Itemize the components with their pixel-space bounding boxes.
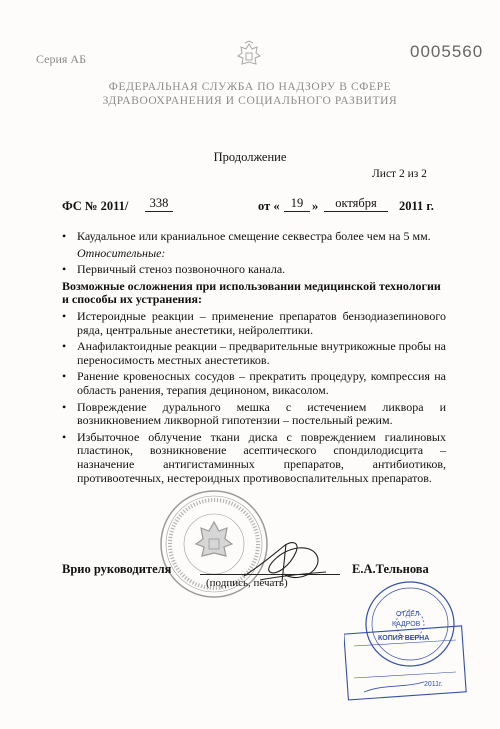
stamp-kadrov: КАДРОВ [392, 621, 421, 628]
stamp-dept: ОТДЕЛ [396, 611, 420, 618]
signatory-role: Врио руководителя [62, 562, 172, 576]
list-item: • Анафилактоидные реакции – предварительные внутрикожные пробы на переносимость местных анестетиков. [62, 339, 446, 367]
signature-line [200, 574, 340, 575]
date-year: 2011 г. [399, 199, 434, 213]
fs-number: 338 [145, 196, 173, 212]
fs-prefix: ФС № 2011/ [62, 199, 129, 213]
date-day: 19 [284, 196, 310, 212]
relative-label: Относительные: [77, 245, 166, 260]
complications-heading: Возможные осложнения при использовании медицинской технологии и способы их устранения: [62, 278, 441, 307]
day-close: » [312, 199, 319, 213]
list-item: • Первичный стеноз позвоночного канала. [62, 262, 286, 277]
list-item: • Каудальное или краниальное смещение секвестра более чем на 5 мм. [62, 229, 431, 243]
date-month: октября [324, 196, 388, 212]
agency-header [60, 80, 440, 108]
series-label: Серия АБ [36, 52, 86, 66]
agency-line-2: ЗДРАВООХРАНЕНИЯ И СОЦИАЛЬНОГО РАЗВИТИЯ [102, 95, 398, 107]
list-item: • Избыточное облучение ткани диска с повреждением гиалиновых пластинок, возникновение асептического спондилодисцита – назначение антигистаминных препаратов, антибиотиков, противоотечных, нестероидных противовоспалительных препаратов. [62, 429, 446, 485]
from-label: от « [258, 199, 280, 213]
list-item: • Истероидные реакции – применение препаратов бензодиазепинового ряда, центральные анестетики, нейролептики. [62, 308, 446, 337]
coat-of-arms-icon [232, 40, 266, 74]
sheet-counter: Лист 2 из 2 [372, 168, 427, 180]
list-item: • Повреждение дурального мешка с истечением ликвора и возникновением ликворной гипотензии – постельный режим. [62, 399, 446, 428]
document-body [62, 230, 446, 488]
agency-line-1: ФЕДЕРАЛЬНАЯ СЛУЖБА ПО НАДЗОРУ В СФЕРЕ [108, 81, 392, 93]
signature-caption: (подпись, печать) [206, 577, 288, 589]
signatory-name: Е.А.Тельнова [352, 562, 429, 576]
form-number: 0005560 [410, 42, 484, 61]
fs-number-line [62, 196, 442, 216]
copy-certified-stamp [344, 580, 472, 704]
stamp-year: 2011г. [424, 681, 443, 688]
stamp-copy-verified: КОПИЯ ВЕРНА [378, 635, 430, 642]
continuation-title: Продолжение [213, 150, 287, 164]
list-item: • Ранение кровеносных сосудов – прекратить процедуру, компрессия на область ранения, терапия дециноном, викасолом. [62, 369, 446, 397]
